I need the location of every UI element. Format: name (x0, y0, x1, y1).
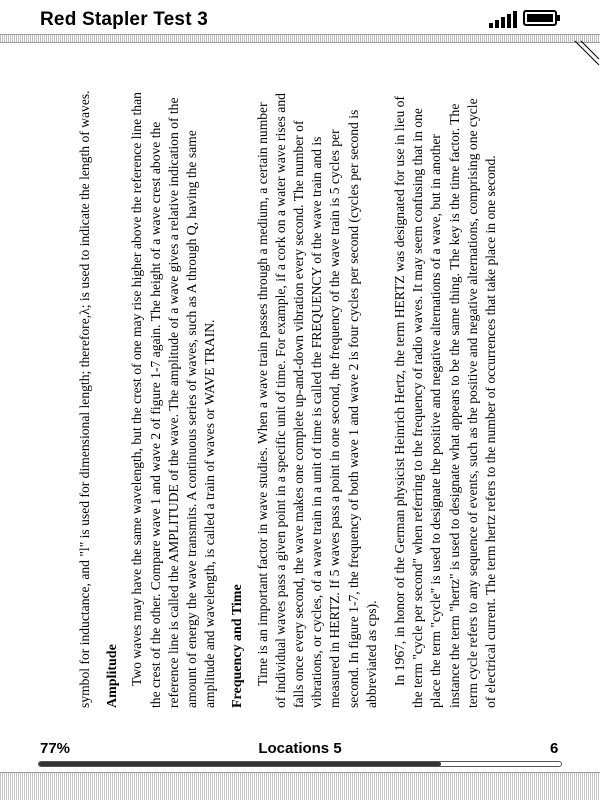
paragraph: Time is an important factor in wave studies. When a wave train passes through a medium, a certain number of individual waves pass a given point in a specific unit of time. For example, if a cork on a water wave rises and falls once every second, the wave makes one complete up-and-down vibration every second. The number of vibrations, or cycles, of a wave train in a unit of time is called the FREQUENCY of the wave train and is measured in HERTZ. If 5 waves pass a point in one second, the frequency of the wave train is 5 cycles per second. In figure 1-7, the frequency of both wave 1 and wave 2 is four cycles per second (cycles per second is abbreviated as cps). (254, 93, 379, 708)
signal-strength-icon (489, 9, 517, 28)
book-title: Red Stapler Test 3 (40, 9, 208, 30)
page-text (70, 78, 530, 718)
paragraph: In 1967, in honor of the German physicist Heinrich Hertz, the term HERTZ was designated for use in lieu of the term "cycle per second" when referring to the frequency of radio waves. It may seem confusing that in one place the term "cycle" is used to designate the positive and negative alternations of a wave, but in another instance the term "hertz" is used to designate what appears to be the same thing. The key is the time factor. The term cycle refers to any sequence of events, such as the positive and negative alternations, comprising one cycle of electrical current. The term hertz refers to the number of occurrences that take place in one second. (392, 96, 499, 708)
location-indicator: Locations 5 (258, 740, 342, 757)
reading-page[interactable] (70, 78, 530, 718)
battery-tip (557, 15, 560, 21)
status-bar (0, 0, 600, 34)
progress-fill (39, 762, 441, 766)
bookmark-corner-icon[interactable] (573, 39, 600, 67)
progress-track[interactable] (38, 761, 562, 767)
paragraph: symbol for inductance, and "l" is used for dimensional length; therefore,λ; is used to indicate the length of waves. (77, 90, 92, 708)
page-number: 6 (550, 740, 559, 757)
paragraph: Two waves may have the same wavelength, but the crest of one may rise higher above the reference line than the crest of the other. Compare wave 1 and wave 2 of figure 1-7 again. The height of a wave crest above the reference line is called the AMPLITUDE of the wave. The amplitude of a wave gives a relative indication of the amount of energy the wave transmits. A continuous series of waves, such as A through Q, having the same amplitude and wavelength, is called a train of waves or WAVE TRAIN. (129, 92, 218, 708)
percent-read: 77% (40, 740, 71, 757)
section-heading: Amplitude (105, 644, 121, 708)
battery-level (527, 14, 553, 22)
battery-icon (523, 10, 557, 26)
section-heading: Frequency and Time (230, 584, 246, 708)
top-divider (0, 34, 600, 43)
bottom-divider (0, 772, 600, 800)
